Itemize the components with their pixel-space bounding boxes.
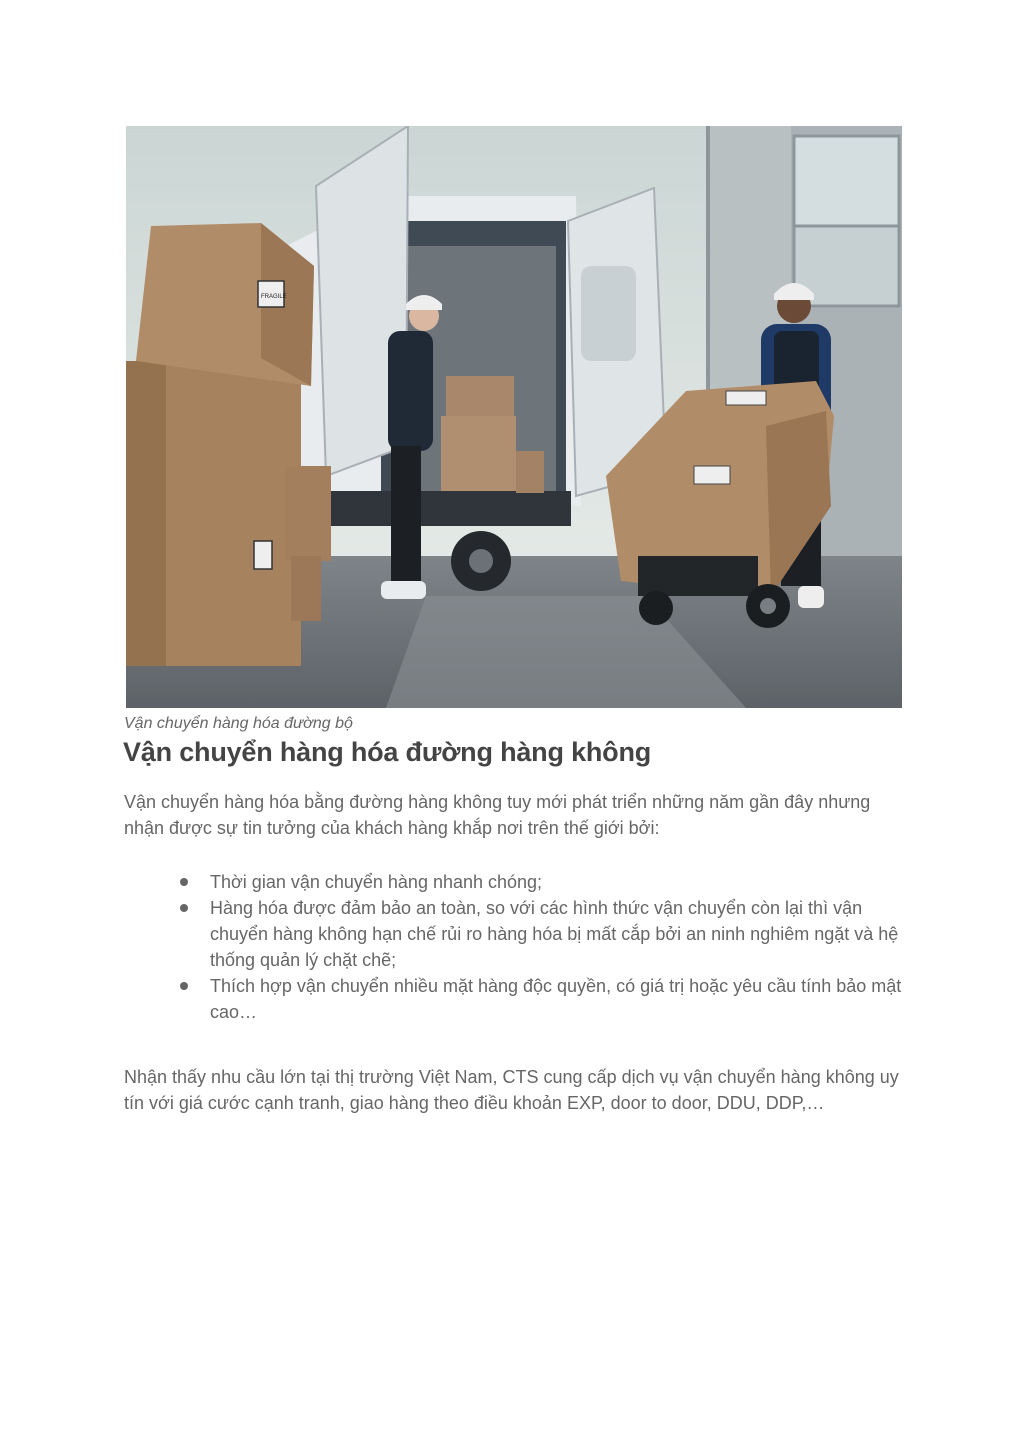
list-item <box>124 869 914 895</box>
list-item-text: Thích hợp vận chuyển nhiều mặt hàng độc quyền, có giá trị hoặc yêu cầu tính bảo mật cao… <box>210 976 902 1022</box>
bullet-icon <box>180 904 188 912</box>
benefits-list <box>124 869 914 1025</box>
list-item <box>124 973 914 1025</box>
list-item-text: Hàng hóa được đảm bảo an toàn, so với các hình thức vận chuyển còn lại thì vận chuyển hàng không hạn chế rủi ro hàng hóa bị mất cắp bởi an ninh nghiêm ngặt và hệ thống quản lý chặt chẽ; <box>210 898 899 970</box>
bullet-icon <box>180 982 188 990</box>
section-title: Vận chuyển hàng hóa đường hàng không <box>123 737 652 767</box>
closing-paragraph: Nhận thấy nhu cầu lớn tại thị trường Việt Nam, CTS cung cấp dịch vụ vận chuyển hàng không uy tín với giá cước cạnh tranh, giao hàng theo điều khoản EXP, door to door, DDU, DDP,… <box>124 1067 899 1113</box>
intro-paragraph: Vận chuyển hàng hóa bằng đường hàng không tuy mới phát triển những năm gần đây nhưng nhận được sự tin tưởng của khách hàng khắp nơi trên thế giới bởi: <box>124 792 871 838</box>
list-item-text: Thời gian vận chuyển hàng nhanh chóng; <box>210 872 543 892</box>
delivery-photo <box>126 126 902 708</box>
bullet-icon <box>180 878 188 886</box>
fragile-label: FRAGILE <box>261 294 287 300</box>
list-item <box>124 895 914 973</box>
photo-caption: Vận chuyển hàng hóa đường bộ <box>124 715 353 732</box>
